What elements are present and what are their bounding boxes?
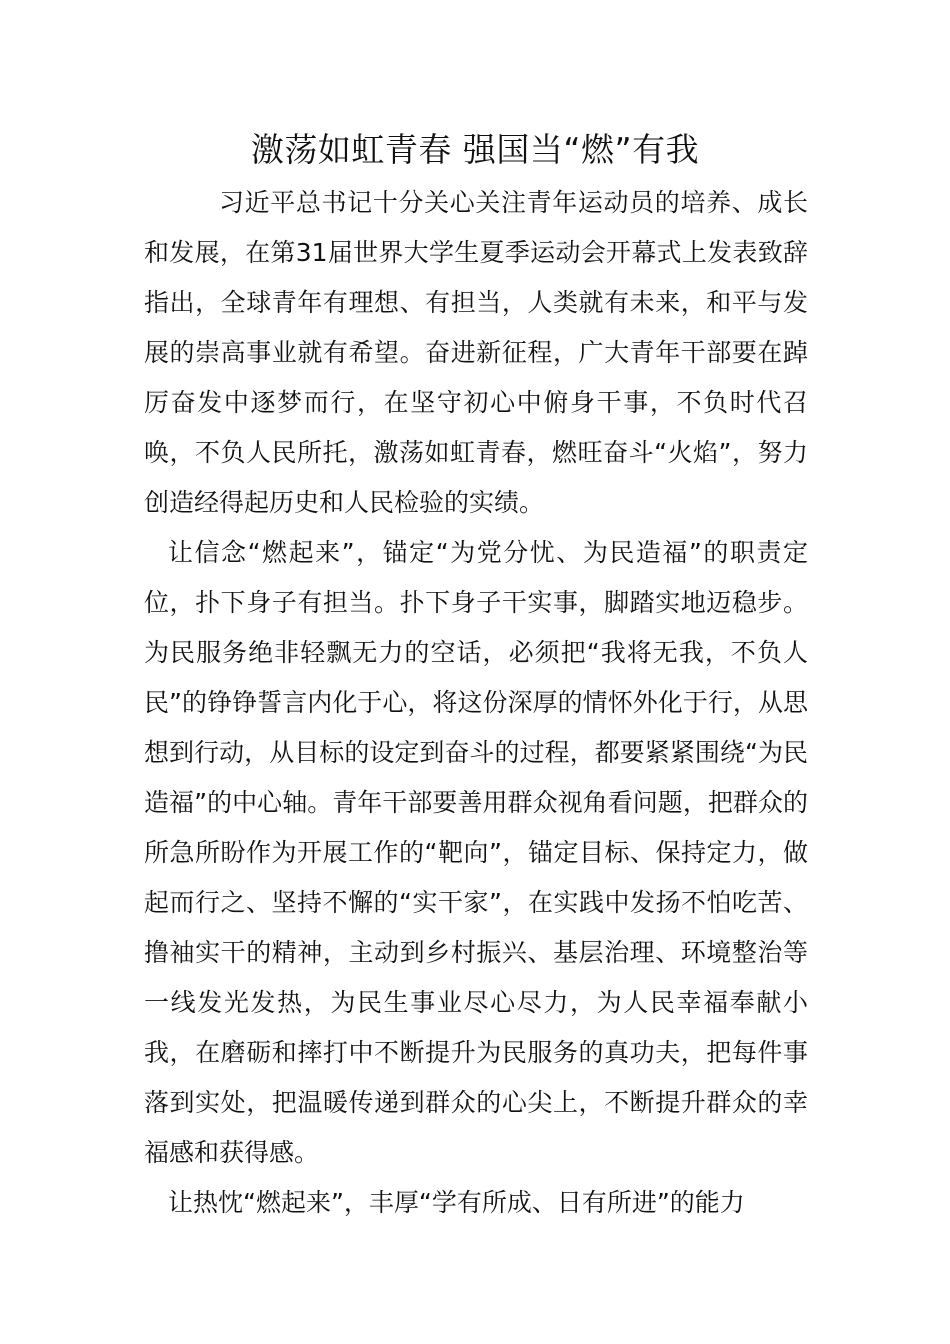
paragraph-passion: 让热忱“燃起来”，丰厚“学有所成、日有所进”的能力	[168, 1188, 745, 1217]
document-body	[144, 178, 808, 1228]
document-title: 激荡如虹青春 强国当“燃”有我	[250, 130, 700, 169]
paragraph-belief: 让信念“燃起来”，锚定“为党分忧、为民造福”的职责定位，扑下身子有担当。扑下身子干实事，脚踏实地迈稳步。为民服务绝非轻飘无力的空话，必须把“我将无我，不负人民”的铮铮誓言内化于心，将这份深厚的情怀外化于行，从思想到行动，从目标的设定到奋斗的过程，都要紧紧围绕“为民造福”的中心轴。青年干部要善用群众视角看问题，把群众的所急所盼作为开展工作的“靶向”，锚定目标、保持定力，做起而行之、坚持不懈的“实干家”，在实践中发扬不怕吃苦、撸袖实干的精神，主动到乡村振兴、基层治理、环境整治等一线发光发热，为民生事业尽心尽力，为人民幸福奉献小我，在磨砺和摔打中不断提升为民服务的真功夫，把每件事落到实处，把温暖传递到群众的心尖上，不断提升群众的幸福感和获得感。	[144, 538, 808, 1167]
paragraph-intro: 习近平总书记十分关心关注青年运动员的培养、成长和发展，在第31届世界大学生夏季运动会开幕式上发表致辞指出，全球青年有理想、有担当，人类就有未来，和平与发展的崇高事业就有希望。奋进新征程，广大青年干部要在踔厉奋发中逐梦而行，在坚守初心中俯身干事，不负时代召唤，不负人民所托，激荡如虹青春，燃旺奋斗“火焰”，努力创造经得起历史和人民检验的实绩。	[144, 188, 808, 517]
